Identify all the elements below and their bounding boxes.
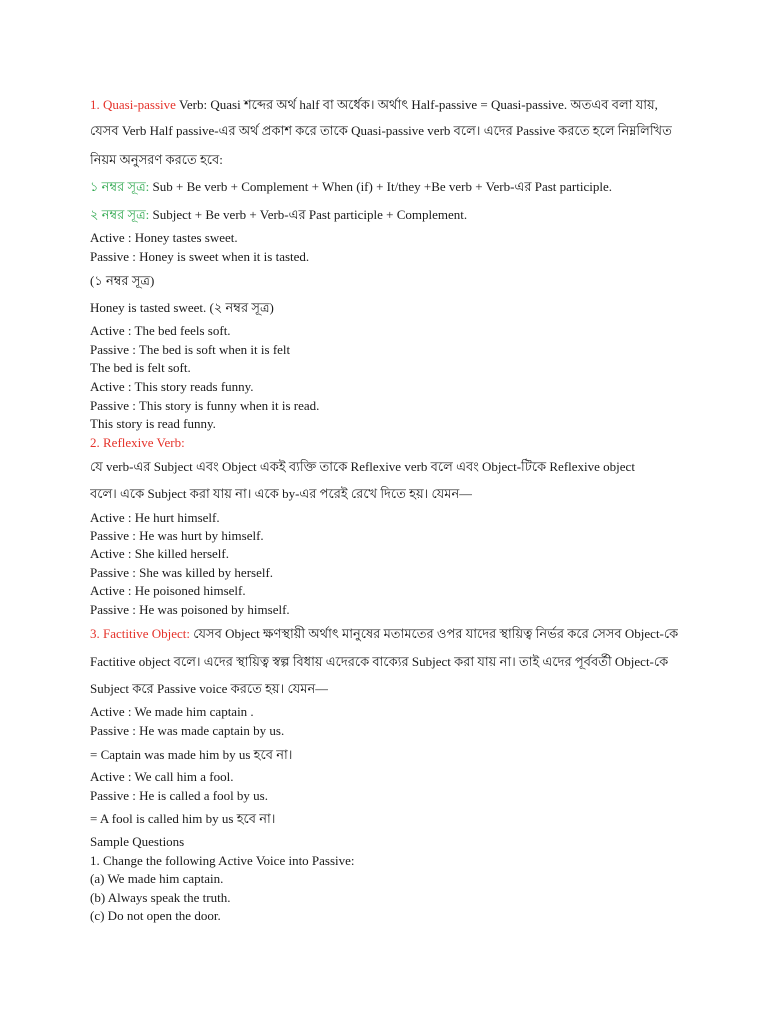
rule-line bbox=[90, 178, 612, 196]
line-text: যে verb-এর Subject এবং Object একই ব্যক্তি তাকে Reflexive verb বলে এবং Object-টিকে Reflexive object bbox=[90, 459, 635, 474]
section-heading: 3. Factitive Object: bbox=[90, 626, 191, 641]
line-text: Passive : She was killed by herself. bbox=[90, 565, 274, 580]
line-text: বলে। একে Subject করা যায় না। একে by-এর পরেই রেখে দিতে হয়। যেমন— bbox=[90, 486, 473, 501]
example-line bbox=[90, 378, 254, 396]
example-line bbox=[90, 746, 292, 764]
example-line bbox=[90, 810, 275, 828]
line-text: This story is read funny. bbox=[90, 416, 216, 431]
line-text: Passive : Honey is sweet when it is tasted. bbox=[90, 249, 310, 264]
section-heading: 1. Quasi-passive bbox=[90, 97, 176, 112]
question-item bbox=[90, 889, 230, 907]
rule-label: ২ নম্বর সূত্র: bbox=[90, 207, 150, 222]
line-text: Active : We made him captain . bbox=[90, 704, 254, 719]
example-line bbox=[90, 322, 231, 340]
line-text: যেসব Object ক্ষণস্থায়ী অর্থাৎ মানুষের মতামতের ওপর যাদের স্থায়িত্ব নির্ভর করে সেসব Object-কে bbox=[190, 626, 679, 641]
question-item bbox=[90, 907, 221, 925]
line-text: Passive : The bed is soft when it is felt bbox=[90, 342, 291, 357]
line-text: (b) Always speak the truth. bbox=[90, 890, 231, 905]
line-text: Passive : He was poisoned by himself. bbox=[90, 602, 290, 617]
example-line bbox=[90, 722, 284, 740]
line-text: = Captain was made him by us হবে না। bbox=[90, 747, 293, 762]
line-text: Passive : This story is funny when it is read. bbox=[90, 398, 320, 413]
paragraph-line bbox=[90, 680, 328, 698]
example-line bbox=[90, 299, 274, 317]
example-line bbox=[90, 415, 216, 433]
example-line bbox=[90, 341, 290, 359]
line-text: Active : The bed feels soft. bbox=[90, 323, 231, 338]
line-text: Active : He hurt himself. bbox=[90, 510, 220, 525]
line-text: Active : He poisoned himself. bbox=[90, 583, 246, 598]
question-line bbox=[90, 852, 355, 870]
line-text: Factitive object বলে। এদের স্থায়িত্ব স্বল্প বিধায় এদেরকে বাক্যের Subject করা যায় না। তাই এদের পূর্ববর্তী Object-কে bbox=[90, 654, 669, 669]
example-line bbox=[90, 248, 309, 266]
example-line bbox=[90, 582, 246, 600]
example-line bbox=[90, 564, 273, 582]
line-text: = A fool is called him by us হবে না। bbox=[90, 811, 276, 826]
line-text: Sample Questions bbox=[90, 834, 185, 849]
line-text: Honey is tasted sweet. (২ নম্বর সূত্র) bbox=[90, 300, 274, 315]
example-line bbox=[90, 359, 191, 377]
paragraph-line bbox=[90, 122, 672, 140]
example-line bbox=[90, 601, 290, 619]
example-line bbox=[90, 768, 233, 786]
line-text: Active : We call him a fool. bbox=[90, 769, 234, 784]
line-text: Subject + Be verb + Verb-এর Past participle + Complement. bbox=[149, 207, 468, 222]
line-text: Passive : He was made captain by us. bbox=[90, 723, 285, 738]
example-line bbox=[90, 397, 319, 415]
paragraph-line bbox=[90, 96, 658, 114]
question-item bbox=[90, 870, 223, 888]
paragraph-line bbox=[90, 653, 668, 671]
example-line bbox=[90, 229, 238, 247]
line-text: Passive : He was hurt by himself. bbox=[90, 528, 264, 543]
line-text: নিয়ম অনুসরণ করতে হবে: bbox=[90, 152, 223, 167]
example-line bbox=[90, 787, 268, 805]
paragraph-line bbox=[90, 625, 678, 643]
line-text: Subject করে Passive voice করতে হয়। যেমন— bbox=[90, 681, 329, 696]
line-text: (c) Do not open the door. bbox=[90, 908, 221, 923]
sample-questions-heading bbox=[90, 833, 184, 851]
line-text: 1. Change the following Active Voice into Passive: bbox=[90, 853, 355, 868]
line-text: Active : This story reads funny. bbox=[90, 379, 254, 394]
paragraph-line bbox=[90, 458, 635, 476]
line-text: (a) We made him captain. bbox=[90, 871, 224, 886]
paragraph-line bbox=[90, 151, 223, 169]
example-line bbox=[90, 545, 229, 563]
line-text: Verb: Quasi শব্দের অর্থ half বা অর্ধেক। অর্থাৎ Half-passive = Quasi-passive. অতএব বলা যায়, bbox=[175, 97, 658, 112]
example-line bbox=[90, 509, 220, 527]
line-text: Sub + Be verb + Complement + When (if) + It/they +Be verb + Verb-এর Past participle. bbox=[149, 179, 613, 194]
line-text: The bed is felt soft. bbox=[90, 360, 191, 375]
example-line bbox=[90, 272, 154, 290]
line-text: Active : She killed herself. bbox=[90, 546, 229, 561]
line-text: Passive : He is called a fool by us. bbox=[90, 788, 268, 803]
rule-label: ১ নম্বর সূত্র: bbox=[90, 179, 150, 194]
section-heading-line bbox=[90, 434, 185, 452]
paragraph-line bbox=[90, 485, 472, 503]
line-text: (১ নম্বর সূত্র) bbox=[90, 273, 155, 288]
example-line bbox=[90, 527, 264, 545]
rule-line bbox=[90, 206, 467, 224]
line-text: যেসব Verb Half passive-এর অর্থ প্রকাশ করে তাকে Quasi-passive verb বলে। এদের Passive করতে হলে নিম্নলিখিত bbox=[90, 123, 672, 138]
section-heading: 2. Reflexive Verb: bbox=[90, 435, 185, 450]
example-line bbox=[90, 703, 254, 721]
line-text: Active : Honey tastes sweet. bbox=[90, 230, 238, 245]
